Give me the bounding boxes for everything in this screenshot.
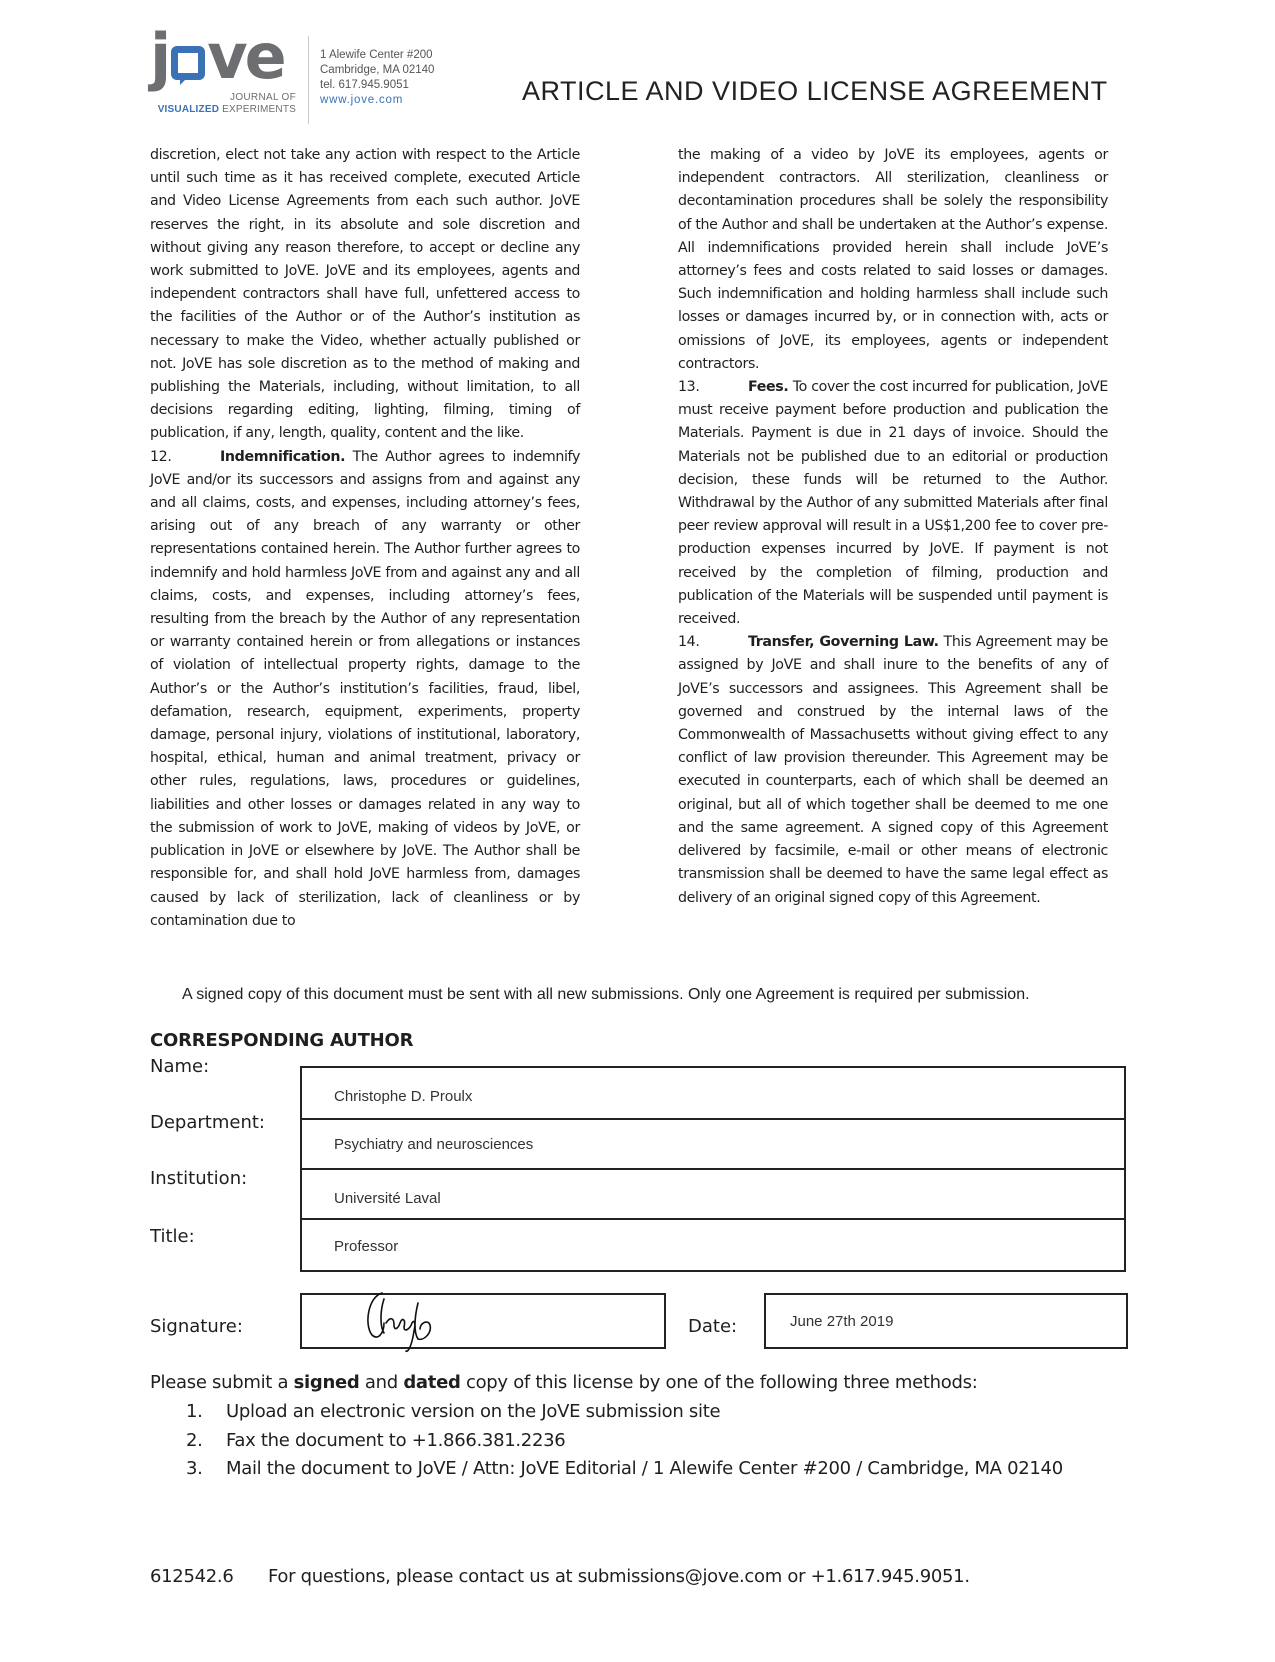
method-item: 3. Mail the document to JoVE / Attn: JoVE Editorial / 1 Alewife Center #200 / Cambridge, MA 02140 (186, 1458, 1063, 1479)
section-number: 14. (678, 634, 700, 651)
method-item: 2. Fax the document to +1.866.381.2236 (186, 1429, 566, 1451)
section-number: 12. (150, 448, 172, 465)
signature-field[interactable] (300, 1293, 666, 1349)
submit-instructions: Please submit a signed and dated copy of this license by one of the following three methods: (150, 1372, 978, 1393)
corresponding-author-heading: CORRESPONDING AUTHOR (150, 1030, 414, 1051)
section-title: Indemnification. (220, 448, 346, 465)
section-number: 13. (678, 379, 700, 396)
header-divider (308, 36, 309, 124)
paragraph-continued: discretion, elect not take any action with respect to the Article until such time as it has received complete, executed Article and Video License Agreements from each such author. JoVE reserves the right, in its absolute and sole discretion and without giving any reason therefore, to accept or decline any work submitted to JoVE. JoVE and its employees, agents and independent contractors shall have full, unfettered access to the facilities of the Author or of the Author’s institution as necessary to make the Video, whether actually published or not. JoVE has sole discretion as to the method of making and publishing the Materials, including, without limitation, to all decisions regarding editing, lighting, filming, timing of publication, if any, length, quality, content and the like. (150, 147, 580, 442)
page-header (148, 20, 1128, 128)
submission-methods-list (186, 1398, 1063, 1484)
section-13 (678, 376, 1108, 631)
department-label: Department: (150, 1112, 265, 1133)
right-column (678, 144, 1108, 910)
signature-label: Signature: (150, 1316, 243, 1337)
method-item: 1. Upload an electronic version on the JoVE submission site (186, 1401, 721, 1422)
document-title: ARTICLE AND VIDEO LICENSE AGREEMENT (522, 76, 1108, 106)
website-link[interactable]: www.jove.com (320, 94, 404, 106)
date-field[interactable] (764, 1293, 1128, 1349)
section-text: This Agreement may be assigned by JoVE and shall inure to the benefits of any of JoVE’s successors and assignees. This Agreement shall be governed and construed by the internal laws of the Commonwealth of Massachusetts without giving effect to any conflict of law provision thereunder. This Agreement may be executed in counterparts, each of which shall be deemed an original, but all of which together shall be deemed to me one and the same agreement. A signed copy of this Agreement delivered by facsimile, e-mail or other means of electronic transmission shall be deemed to have the same legal effect as delivery of an original signed copy of this Agreement. (678, 634, 1108, 906)
logo-subtitle-1: JOURNAL OF (230, 92, 296, 103)
paragraph-continued: the making of a video by JoVE its employees, agents or independent contractors. All sterilization, cleanliness or decontamination procedures shall be solely the responsibility of the Author and shall be undertaken at the Author’s expense. All indemnifications provided herein shall include JoVE’s attorney’s fees and costs related to said losses or damages. Such indemnification and holding harmless shall include such losses or damages incurred by, or in connection with, acts or omissions of JoVE, its employees, agents or independent contractors. (678, 147, 1108, 372)
department-value: Psychiatry and neurosciences (334, 1136, 534, 1153)
handwritten-signature-icon (354, 1283, 474, 1353)
name-value: Christophe D. Proulx (334, 1088, 473, 1105)
section-title: Transfer, Governing Law. (748, 634, 939, 651)
date-value: June 27th 2019 (790, 1313, 894, 1330)
page-footer (150, 1566, 970, 1587)
contact-line: For questions, please contact us at submissions@jove.com or +1.617.945.9051. (268, 1566, 970, 1587)
jove-logo (148, 20, 296, 122)
department-field[interactable] (300, 1118, 1126, 1170)
name-label: Name: (150, 1056, 210, 1077)
section-14 (678, 631, 1108, 909)
address-line-1: 1 Alewife Center #200 (320, 49, 433, 61)
title-field[interactable] (300, 1218, 1126, 1272)
contact-address (320, 48, 434, 108)
document-code: 612542.6 (150, 1566, 234, 1587)
title-label: Title: (150, 1226, 195, 1247)
institution-value: Université Laval (334, 1190, 441, 1207)
section-text: The Author agrees to indemnify JoVE and/or its successors and assigns from and against any and all claims, costs, and expenses, including attorney’s fees, arising out of any breach of any warranty or other representations contained herein. The Author further agrees to indemnify and hold harmless JoVE from and against any and all claims, costs, and expenses, including attorney’s fees, resulting from the breach by the Author of any representation or warranty contained herein or from allegations or instances of violation of intellectual property rights, damage to the Author’s or the Author’s institution’s facilities, fraud, libel, defamation, research, equipment, experiments, property damage, personal injury, violations of institutional, laboratory, hospital, ethical, human and animal treatment, privacy or other rules, regulations, laws, procedures or guidelines, liabilities and other losses or damages related in any way to the submission of work to JoVE, making of videos by JoVE, or publication in JoVE or elsewhere by JoVE. The Author shall be responsible for, and shall hold JoVE harmless from, damages caused by lack of sterilization, lack of cleanliness or by contamination due to (150, 448, 580, 929)
name-field[interactable] (300, 1066, 1126, 1120)
section-text: To cover the cost incurred for publication, JoVE must receive payment before production and publication the Materials. Payment is due in 21 days of invoice. Should the Materials not be published due to an editorial or production decision, these funds will be returned to the Author. Withdrawal by the Author of any submitted Materials after final peer review approval will result in a US$1,200 fee to cover pre-production expenses incurred by JoVE. If payment is not received by the completion of filming, production and publication of the Materials will be suspended until payment is received. (678, 379, 1108, 628)
left-column (150, 144, 580, 933)
logo-wordmark: j ve (150, 20, 284, 93)
logo-subtitle-2: VISUALIZED EXPERIMENTS (157, 104, 296, 115)
phone: tel. 617.945.9051 (320, 79, 409, 91)
institution-label: Institution: (150, 1168, 248, 1189)
institution-field[interactable] (300, 1168, 1126, 1220)
date-label: Date: (688, 1316, 738, 1337)
section-12 (150, 446, 580, 933)
submission-note: A signed copy of this document must be sent with all new submissions. Only one Agreement is required per submission. (182, 986, 1030, 1003)
speech-bubble-icon (171, 46, 205, 80)
address-line-2: Cambridge, MA 02140 (320, 64, 435, 76)
section-title: Fees. (748, 379, 789, 396)
title-value: Professor (334, 1238, 399, 1255)
